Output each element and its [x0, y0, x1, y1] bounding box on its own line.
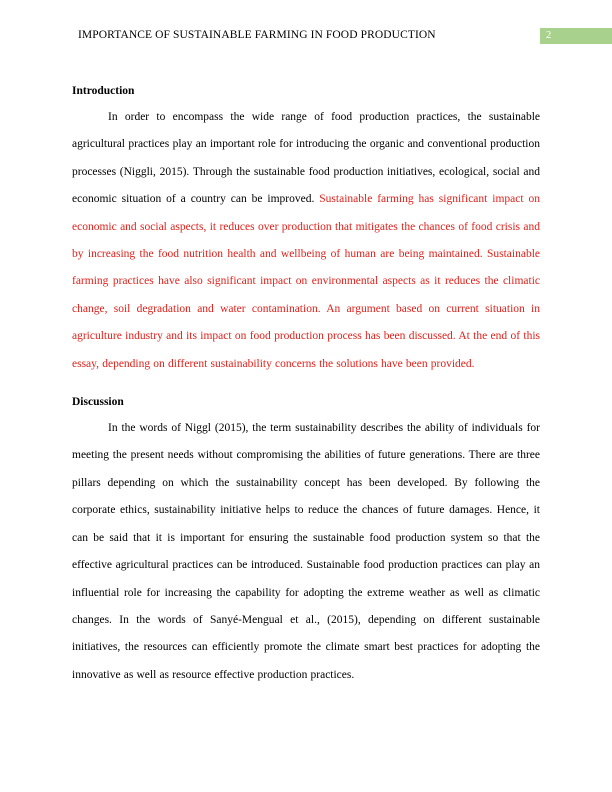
- discussion-paragraph: In the words of Niggl (2015), the term sustainability describes the ability of individuals for meeting the present needs without compromising the abilities of future generations. There are three pillars depending on which the sustainability concept has been developed. By following the corporate ethics, sustainability initiative helps to reduce the chances of future damages. Hence, it can be said that it is important for ensuring the sustainable food production system so that the effective agricultural practices can be introduced. Sustainable food production practices can play an influential role for increasing the capability for adopting the extreme weather as well as climatic changes. In the words of Sanyé-Mengual et al., (2015), depending on different sustainable initiatives, the resources can efficiently promote the climate smart best practices for adopting the innovative as well as resource effective production practices.: [72, 422, 540, 681]
- introduction-heading: Introduction: [72, 85, 135, 97]
- introduction-text: In order to encompass the wide range of food production practices, the sustainable agricultural practices play an important role for introducing the organic and conventional production processes (Niggli, 2015). Through the sustainable food production initiatives, ecological, social and economic situation of a country can be improved.: [72, 111, 540, 206]
- introduction-highlighted-text: Sustainable farming has significant impact on economic and social aspects, it reduces over production that mitigates the chances of food crisis and by increasing the food nutrition health and wellbeing of human are being maintained. Sustainable farming practices have also significant impact on environmental aspects as it reduces the climatic change, soil degradation and water contamination. An argument based on current situation in agriculture industry and its impact on food production process has been discussed. At the end of this essay, depending on different sustainability concerns the solutions have been provided.: [72, 193, 540, 370]
- introduction-paragraph: [72, 104, 540, 378]
- page-number-badge: 2: [540, 28, 612, 44]
- discussion-heading: Discussion: [72, 396, 124, 409]
- document-body: [72, 82, 540, 689]
- running-head-title: IMPORTANCE OF SUSTAINABLE FARMING IN FOOD PRODUCTION: [78, 29, 436, 41]
